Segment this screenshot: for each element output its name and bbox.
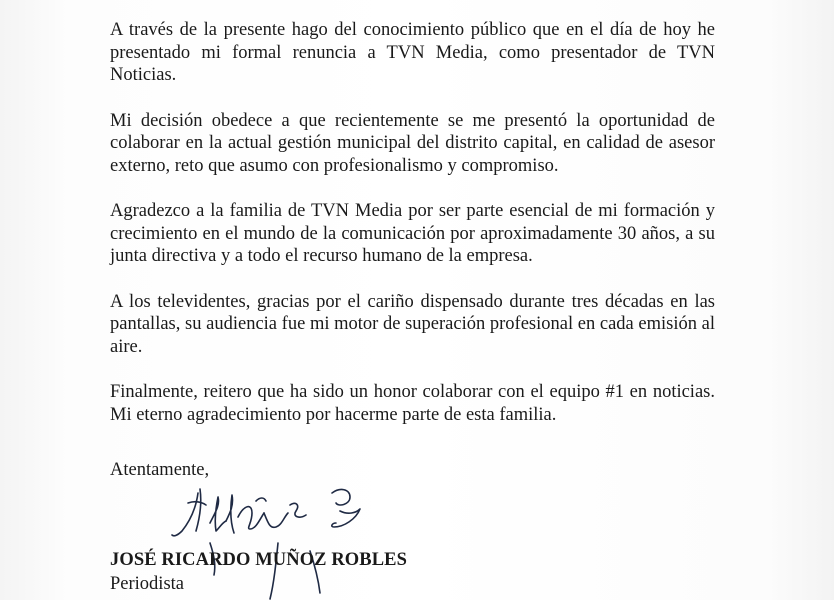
signer-title: Periodista: [110, 574, 184, 594]
paragraph-final: Finalmente, reitero que ha sido un honor colaborar con el equipo #1 en noticias. Mi eterno agradecimiento por hacerme parte de esta familia.: [110, 382, 715, 425]
paragraph-gratitude: Agradezco a la familia de TVN Media por ser parte esencial de mi formación y crecimiento en el mundo de la comunicación por aproximadamente 30 años, a su junta directiva y a todo el recurso humano de la empresa.: [110, 201, 715, 266]
paragraph-resignation: A través de la presente hago del conocimiento público que en el día de hoy he presentado mi formal renuncia a TVN Media, como presentador de TVN Noticias.: [110, 20, 715, 85]
paragraph-decision: Mi decisión obedece a que recientemente se me presentó la oportunidad de colaborar en la actual gestión municipal del distrito capital, en calidad de asesor externo, reto que asumo con profesionalismo y compromiso.: [110, 110, 715, 176]
letter-body: [110, 19, 715, 449]
signer-name: JOSÉ RICARDO MUÑOZ ROBLES: [110, 550, 408, 570]
closing-salutation: Atentamente,: [110, 460, 210, 480]
handwritten-signature: [160, 483, 390, 600]
paragraph-viewers: A los televidentes, gracias por el cariño dispensado durante tres décadas en las pantallas, su audiencia fue mi motor de superación profesional en cada emisión al aire.: [110, 291, 715, 357]
